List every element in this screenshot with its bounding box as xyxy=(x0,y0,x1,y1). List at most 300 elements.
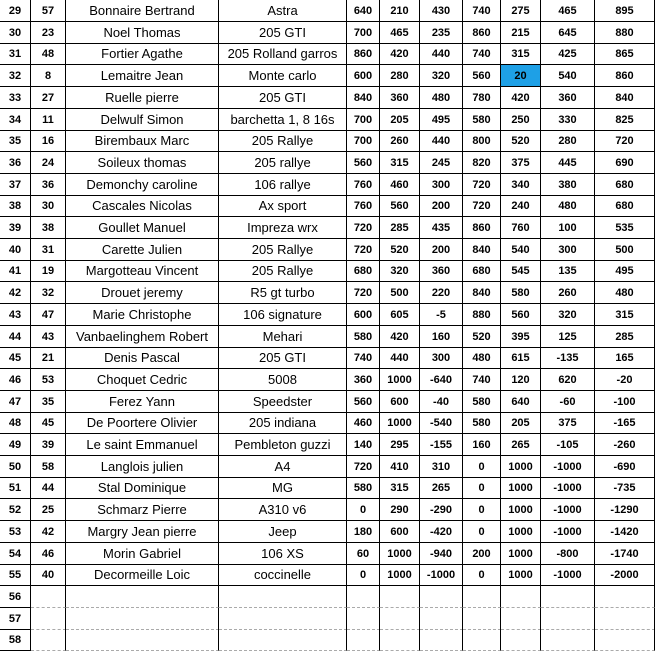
value-cell-1[interactable]: 720 xyxy=(347,239,380,261)
value-cell-4[interactable]: 880 xyxy=(463,304,501,326)
value-cell-4[interactable]: 0 xyxy=(463,477,501,499)
selected-cell[interactable]: 20 xyxy=(501,65,541,87)
driver-name-cell[interactable]: Goullet Manuel xyxy=(66,217,219,239)
value-cell-1[interactable]: 700 xyxy=(347,130,380,152)
row-header[interactable]: 38 xyxy=(0,195,31,217)
driver-name-cell[interactable]: Marie Christophe xyxy=(66,304,219,326)
driver-number-cell[interactable]: 21 xyxy=(31,347,66,369)
row-header[interactable]: 34 xyxy=(0,109,31,131)
value-cell-6[interactable]: -1000 xyxy=(541,456,595,478)
driver-number-cell[interactable]: 43 xyxy=(31,326,66,348)
value-cell-6[interactable]: 260 xyxy=(541,282,595,304)
driver-name-cell[interactable]: Demonchy caroline xyxy=(66,174,219,196)
value-cell-4[interactable]: 0 xyxy=(463,499,501,521)
value-cell-3[interactable]: 220 xyxy=(420,282,463,304)
value-cell-6[interactable]: -105 xyxy=(541,434,595,456)
value-cell-2[interactable]: 600 xyxy=(380,391,420,413)
car-model-cell[interactable]: 205 Rallye xyxy=(219,260,347,282)
value-cell-4[interactable] xyxy=(463,608,501,630)
value-cell-7[interactable]: 720 xyxy=(595,130,655,152)
value-cell-7[interactable]: 865 xyxy=(595,43,655,65)
value-cell-1[interactable]: 180 xyxy=(347,521,380,543)
row-header[interactable]: 31 xyxy=(0,43,31,65)
value-cell-5[interactable]: 265 xyxy=(501,434,541,456)
value-cell-5[interactable]: 240 xyxy=(501,195,541,217)
driver-name-cell[interactable]: Birembaux Marc xyxy=(66,130,219,152)
value-cell-3[interactable]: 440 xyxy=(420,130,463,152)
value-cell-7[interactable]: 535 xyxy=(595,217,655,239)
value-cell-6[interactable] xyxy=(541,608,595,630)
value-cell-6[interactable]: 100 xyxy=(541,217,595,239)
value-cell-5[interactable]: 520 xyxy=(501,130,541,152)
car-model-cell[interactable]: Monte carlo xyxy=(219,65,347,87)
value-cell-3[interactable]: 200 xyxy=(420,195,463,217)
value-cell-2[interactable]: 1000 xyxy=(380,543,420,565)
driver-name-cell[interactable]: Langlois julien xyxy=(66,456,219,478)
value-cell-7[interactable]: 690 xyxy=(595,152,655,174)
row-header[interactable]: 49 xyxy=(0,434,31,456)
driver-number-cell[interactable]: 24 xyxy=(31,152,66,174)
value-cell-4[interactable]: 840 xyxy=(463,282,501,304)
value-cell-7[interactable]: -1420 xyxy=(595,521,655,543)
value-cell-1[interactable]: 560 xyxy=(347,152,380,174)
value-cell-5[interactable]: 615 xyxy=(501,347,541,369)
driver-name-cell[interactable]: Noel Thomas xyxy=(66,22,219,44)
driver-name-cell[interactable]: Soileux thomas xyxy=(66,152,219,174)
value-cell-3[interactable] xyxy=(420,608,463,630)
value-cell-6[interactable]: 375 xyxy=(541,412,595,434)
value-cell-5[interactable]: 1000 xyxy=(501,521,541,543)
value-cell-6[interactable]: 425 xyxy=(541,43,595,65)
row-header[interactable]: 40 xyxy=(0,239,31,261)
row-header[interactable]: 51 xyxy=(0,477,31,499)
driver-name-cell[interactable]: Margotteau Vincent xyxy=(66,260,219,282)
value-cell-3[interactable] xyxy=(420,629,463,651)
value-cell-7[interactable]: -260 xyxy=(595,434,655,456)
car-model-cell[interactable]: Impreza wrx xyxy=(219,217,347,239)
value-cell-5[interactable]: 120 xyxy=(501,369,541,391)
value-cell-6[interactable]: 280 xyxy=(541,130,595,152)
row-header[interactable]: 47 xyxy=(0,391,31,413)
value-cell-3[interactable]: 495 xyxy=(420,109,463,131)
driver-number-cell[interactable]: 30 xyxy=(31,195,66,217)
driver-number-cell[interactable]: 57 xyxy=(31,0,66,22)
value-cell-3[interactable]: 360 xyxy=(420,260,463,282)
value-cell-4[interactable]: 580 xyxy=(463,391,501,413)
value-cell-6[interactable]: 465 xyxy=(541,0,595,22)
value-cell-6[interactable]: 360 xyxy=(541,87,595,109)
value-cell-7[interactable]: -2000 xyxy=(595,564,655,586)
driver-number-cell[interactable]: 40 xyxy=(31,564,66,586)
value-cell-4[interactable]: 560 xyxy=(463,65,501,87)
value-cell-7[interactable]: -690 xyxy=(595,456,655,478)
value-cell-1[interactable]: 720 xyxy=(347,217,380,239)
car-model-cell[interactable]: 205 GTI xyxy=(219,87,347,109)
car-model-cell[interactable]: 205 GTI xyxy=(219,22,347,44)
row-header[interactable]: 56 xyxy=(0,586,31,608)
value-cell-1[interactable]: 700 xyxy=(347,22,380,44)
value-cell-1[interactable]: 580 xyxy=(347,477,380,499)
car-model-cell[interactable] xyxy=(219,586,347,608)
value-cell-5[interactable]: 1000 xyxy=(501,564,541,586)
car-model-cell[interactable]: 205 GTI xyxy=(219,347,347,369)
driver-number-cell[interactable]: 45 xyxy=(31,412,66,434)
driver-number-cell[interactable] xyxy=(31,629,66,651)
value-cell-7[interactable]: 840 xyxy=(595,87,655,109)
driver-name-cell[interactable]: Cascales Nicolas xyxy=(66,195,219,217)
value-cell-6[interactable]: -1000 xyxy=(541,477,595,499)
value-cell-4[interactable] xyxy=(463,586,501,608)
driver-number-cell[interactable] xyxy=(31,586,66,608)
value-cell-5[interactable]: 215 xyxy=(501,22,541,44)
value-cell-2[interactable] xyxy=(380,586,420,608)
car-model-cell[interactable]: Mehari xyxy=(219,326,347,348)
value-cell-2[interactable]: 315 xyxy=(380,152,420,174)
value-cell-2[interactable]: 320 xyxy=(380,260,420,282)
value-cell-6[interactable]: -800 xyxy=(541,543,595,565)
driver-number-cell[interactable]: 16 xyxy=(31,130,66,152)
value-cell-7[interactable]: 860 xyxy=(595,65,655,87)
driver-name-cell[interactable]: Stal Dominique xyxy=(66,477,219,499)
value-cell-2[interactable]: 465 xyxy=(380,22,420,44)
driver-number-cell[interactable] xyxy=(31,608,66,630)
value-cell-6[interactable]: -1000 xyxy=(541,521,595,543)
row-header[interactable]: 29 xyxy=(0,0,31,22)
value-cell-7[interactable]: 880 xyxy=(595,22,655,44)
driver-number-cell[interactable]: 47 xyxy=(31,304,66,326)
row-header[interactable]: 53 xyxy=(0,521,31,543)
value-cell-7[interactable]: 480 xyxy=(595,282,655,304)
car-model-cell[interactable]: 106 rallye xyxy=(219,174,347,196)
value-cell-5[interactable]: 560 xyxy=(501,304,541,326)
value-cell-1[interactable]: 460 xyxy=(347,412,380,434)
value-cell-7[interactable]: 680 xyxy=(595,195,655,217)
value-cell-3[interactable]: 300 xyxy=(420,174,463,196)
value-cell-5[interactable]: 340 xyxy=(501,174,541,196)
value-cell-1[interactable] xyxy=(347,629,380,651)
value-cell-4[interactable]: 780 xyxy=(463,87,501,109)
driver-name-cell[interactable]: Drouet jeremy xyxy=(66,282,219,304)
value-cell-7[interactable]: 315 xyxy=(595,304,655,326)
driver-name-cell[interactable]: Schmarz Pierre xyxy=(66,499,219,521)
value-cell-4[interactable]: 720 xyxy=(463,174,501,196)
value-cell-3[interactable]: 310 xyxy=(420,456,463,478)
driver-name-cell[interactable]: Lemaitre Jean xyxy=(66,65,219,87)
value-cell-3[interactable]: 245 xyxy=(420,152,463,174)
value-cell-6[interactable]: 330 xyxy=(541,109,595,131)
value-cell-7[interactable]: -1290 xyxy=(595,499,655,521)
value-cell-4[interactable]: 740 xyxy=(463,43,501,65)
driver-number-cell[interactable]: 31 xyxy=(31,239,66,261)
row-header[interactable]: 32 xyxy=(0,65,31,87)
value-cell-6[interactable]: -135 xyxy=(541,347,595,369)
value-cell-3[interactable] xyxy=(420,586,463,608)
row-header[interactable]: 57 xyxy=(0,608,31,630)
driver-name-cell[interactable] xyxy=(66,608,219,630)
value-cell-3[interactable]: -1000 xyxy=(420,564,463,586)
value-cell-2[interactable]: 600 xyxy=(380,521,420,543)
value-cell-2[interactable]: 1000 xyxy=(380,564,420,586)
value-cell-3[interactable]: 200 xyxy=(420,239,463,261)
driver-name-cell[interactable]: Ruelle pierre xyxy=(66,87,219,109)
value-cell-5[interactable]: 250 xyxy=(501,109,541,131)
car-model-cell[interactable]: 205 Rallye xyxy=(219,239,347,261)
value-cell-2[interactable]: 605 xyxy=(380,304,420,326)
driver-name-cell[interactable]: Bonnaire Bertrand xyxy=(66,0,219,22)
value-cell-3[interactable]: 160 xyxy=(420,326,463,348)
value-cell-3[interactable]: -40 xyxy=(420,391,463,413)
value-cell-1[interactable] xyxy=(347,608,380,630)
value-cell-7[interactable]: -20 xyxy=(595,369,655,391)
value-cell-6[interactable]: -60 xyxy=(541,391,595,413)
driver-number-cell[interactable]: 11 xyxy=(31,109,66,131)
row-header[interactable]: 54 xyxy=(0,543,31,565)
value-cell-4[interactable]: 520 xyxy=(463,326,501,348)
value-cell-1[interactable]: 860 xyxy=(347,43,380,65)
value-cell-7[interactable]: 895 xyxy=(595,0,655,22)
value-cell-1[interactable]: 140 xyxy=(347,434,380,456)
car-model-cell[interactable]: A310 v6 xyxy=(219,499,347,521)
value-cell-3[interactable]: 265 xyxy=(420,477,463,499)
value-cell-4[interactable]: 740 xyxy=(463,0,501,22)
value-cell-2[interactable]: 205 xyxy=(380,109,420,131)
value-cell-5[interactable] xyxy=(501,608,541,630)
value-cell-1[interactable]: 700 xyxy=(347,109,380,131)
row-header[interactable]: 41 xyxy=(0,260,31,282)
value-cell-1[interactable] xyxy=(347,586,380,608)
value-cell-2[interactable]: 210 xyxy=(380,0,420,22)
value-cell-2[interactable]: 410 xyxy=(380,456,420,478)
row-header[interactable]: 45 xyxy=(0,347,31,369)
driver-name-cell[interactable]: Ferez Yann xyxy=(66,391,219,413)
value-cell-7[interactable]: 680 xyxy=(595,174,655,196)
value-cell-3[interactable]: 235 xyxy=(420,22,463,44)
driver-name-cell[interactable]: Decormeille Loic xyxy=(66,564,219,586)
row-header[interactable]: 30 xyxy=(0,22,31,44)
value-cell-6[interactable]: 540 xyxy=(541,65,595,87)
value-cell-2[interactable]: 360 xyxy=(380,87,420,109)
value-cell-1[interactable]: 580 xyxy=(347,326,380,348)
value-cell-6[interactable]: 135 xyxy=(541,260,595,282)
driver-name-cell[interactable]: Denis Pascal xyxy=(66,347,219,369)
driver-number-cell[interactable]: 58 xyxy=(31,456,66,478)
value-cell-6[interactable]: 300 xyxy=(541,239,595,261)
value-cell-7[interactable]: 500 xyxy=(595,239,655,261)
car-model-cell[interactable]: 106 signature xyxy=(219,304,347,326)
value-cell-2[interactable]: 520 xyxy=(380,239,420,261)
row-header[interactable]: 33 xyxy=(0,87,31,109)
value-cell-7[interactable]: -735 xyxy=(595,477,655,499)
value-cell-1[interactable]: 720 xyxy=(347,456,380,478)
value-cell-7[interactable]: 285 xyxy=(595,326,655,348)
value-cell-7[interactable] xyxy=(595,586,655,608)
row-header[interactable]: 39 xyxy=(0,217,31,239)
car-model-cell[interactable] xyxy=(219,608,347,630)
driver-number-cell[interactable]: 48 xyxy=(31,43,66,65)
value-cell-4[interactable]: 820 xyxy=(463,152,501,174)
value-cell-6[interactable]: 125 xyxy=(541,326,595,348)
value-cell-3[interactable]: -420 xyxy=(420,521,463,543)
driver-number-cell[interactable]: 42 xyxy=(31,521,66,543)
value-cell-4[interactable]: 580 xyxy=(463,412,501,434)
driver-number-cell[interactable]: 38 xyxy=(31,217,66,239)
driver-name-cell[interactable] xyxy=(66,586,219,608)
value-cell-4[interactable]: 800 xyxy=(463,130,501,152)
value-cell-2[interactable]: 315 xyxy=(380,477,420,499)
value-cell-6[interactable]: -1000 xyxy=(541,499,595,521)
driver-number-cell[interactable]: 36 xyxy=(31,174,66,196)
driver-number-cell[interactable]: 27 xyxy=(31,87,66,109)
driver-name-cell[interactable]: Delwulf Simon xyxy=(66,109,219,131)
driver-number-cell[interactable]: 44 xyxy=(31,477,66,499)
value-cell-3[interactable]: -290 xyxy=(420,499,463,521)
car-model-cell[interactable] xyxy=(219,629,347,651)
value-cell-6[interactable]: -1000 xyxy=(541,564,595,586)
car-model-cell[interactable]: 106 XS xyxy=(219,543,347,565)
driver-name-cell[interactable]: De Poortere Olivier xyxy=(66,412,219,434)
value-cell-7[interactable]: -165 xyxy=(595,412,655,434)
value-cell-6[interactable]: 380 xyxy=(541,174,595,196)
value-cell-2[interactable]: 500 xyxy=(380,282,420,304)
value-cell-4[interactable]: 200 xyxy=(463,543,501,565)
value-cell-1[interactable]: 840 xyxy=(347,87,380,109)
value-cell-3[interactable]: 320 xyxy=(420,65,463,87)
value-cell-2[interactable]: 560 xyxy=(380,195,420,217)
value-cell-2[interactable]: 460 xyxy=(380,174,420,196)
driver-number-cell[interactable]: 32 xyxy=(31,282,66,304)
value-cell-4[interactable]: 740 xyxy=(463,369,501,391)
value-cell-1[interactable]: 640 xyxy=(347,0,380,22)
value-cell-5[interactable]: 420 xyxy=(501,87,541,109)
value-cell-1[interactable]: 560 xyxy=(347,391,380,413)
row-header[interactable]: 55 xyxy=(0,564,31,586)
value-cell-3[interactable]: -155 xyxy=(420,434,463,456)
value-cell-3[interactable]: -640 xyxy=(420,369,463,391)
value-cell-6[interactable]: 320 xyxy=(541,304,595,326)
value-cell-2[interactable]: 1000 xyxy=(380,369,420,391)
value-cell-1[interactable]: 360 xyxy=(347,369,380,391)
car-model-cell[interactable]: MG xyxy=(219,477,347,499)
value-cell-7[interactable]: 825 xyxy=(595,109,655,131)
car-model-cell[interactable]: Pembleton guzzi xyxy=(219,434,347,456)
value-cell-4[interactable]: 0 xyxy=(463,564,501,586)
value-cell-6[interactable] xyxy=(541,629,595,651)
value-cell-5[interactable]: 1000 xyxy=(501,477,541,499)
value-cell-4[interactable]: 480 xyxy=(463,347,501,369)
value-cell-4[interactable]: 0 xyxy=(463,456,501,478)
value-cell-2[interactable]: 440 xyxy=(380,347,420,369)
driver-name-cell[interactable]: Morin Gabriel xyxy=(66,543,219,565)
value-cell-1[interactable]: 600 xyxy=(347,65,380,87)
driver-number-cell[interactable]: 46 xyxy=(31,543,66,565)
value-cell-3[interactable]: 430 xyxy=(420,0,463,22)
value-cell-5[interactable]: 580 xyxy=(501,282,541,304)
row-header[interactable]: 43 xyxy=(0,304,31,326)
value-cell-5[interactable]: 315 xyxy=(501,43,541,65)
value-cell-7[interactable]: 495 xyxy=(595,260,655,282)
value-cell-3[interactable]: 440 xyxy=(420,43,463,65)
value-cell-5[interactable]: 640 xyxy=(501,391,541,413)
value-cell-1[interactable]: 680 xyxy=(347,260,380,282)
value-cell-3[interactable]: 435 xyxy=(420,217,463,239)
value-cell-2[interactable]: 420 xyxy=(380,326,420,348)
driver-name-cell[interactable]: Vanbaelinghem Robert xyxy=(66,326,219,348)
value-cell-7[interactable]: -1740 xyxy=(595,543,655,565)
row-header[interactable]: 37 xyxy=(0,174,31,196)
value-cell-5[interactable]: 375 xyxy=(501,152,541,174)
row-header[interactable]: 36 xyxy=(0,152,31,174)
driver-number-cell[interactable]: 39 xyxy=(31,434,66,456)
car-model-cell[interactable]: 5008 xyxy=(219,369,347,391)
driver-name-cell[interactable] xyxy=(66,629,219,651)
value-cell-2[interactable]: 1000 xyxy=(380,412,420,434)
value-cell-5[interactable]: 540 xyxy=(501,239,541,261)
driver-name-cell[interactable]: Carette Julien xyxy=(66,239,219,261)
value-cell-7[interactable]: -100 xyxy=(595,391,655,413)
value-cell-4[interactable]: 720 xyxy=(463,195,501,217)
row-header[interactable]: 50 xyxy=(0,456,31,478)
driver-number-cell[interactable]: 23 xyxy=(31,22,66,44)
row-header[interactable]: 48 xyxy=(0,412,31,434)
value-cell-2[interactable]: 280 xyxy=(380,65,420,87)
value-cell-3[interactable]: -940 xyxy=(420,543,463,565)
row-header[interactable]: 42 xyxy=(0,282,31,304)
value-cell-7[interactable] xyxy=(595,608,655,630)
value-cell-6[interactable]: 480 xyxy=(541,195,595,217)
value-cell-6[interactable]: 445 xyxy=(541,152,595,174)
driver-number-cell[interactable]: 19 xyxy=(31,260,66,282)
driver-name-cell[interactable]: Le saint Emmanuel xyxy=(66,434,219,456)
value-cell-1[interactable]: 760 xyxy=(347,195,380,217)
value-cell-2[interactable]: 260 xyxy=(380,130,420,152)
value-cell-3[interactable]: -540 xyxy=(420,412,463,434)
value-cell-4[interactable]: 0 xyxy=(463,521,501,543)
car-model-cell[interactable]: Ax sport xyxy=(219,195,347,217)
value-cell-4[interactable]: 580 xyxy=(463,109,501,131)
driver-name-cell[interactable]: Fortier Agathe xyxy=(66,43,219,65)
value-cell-2[interactable] xyxy=(380,608,420,630)
value-cell-2[interactable]: 420 xyxy=(380,43,420,65)
car-model-cell[interactable]: 205 indiana xyxy=(219,412,347,434)
value-cell-1[interactable]: 720 xyxy=(347,282,380,304)
value-cell-5[interactable]: 395 xyxy=(501,326,541,348)
value-cell-6[interactable]: 645 xyxy=(541,22,595,44)
value-cell-3[interactable]: -5 xyxy=(420,304,463,326)
value-cell-5[interactable]: 205 xyxy=(501,412,541,434)
row-header[interactable]: 52 xyxy=(0,499,31,521)
value-cell-5[interactable] xyxy=(501,629,541,651)
value-cell-2[interactable]: 295 xyxy=(380,434,420,456)
car-model-cell[interactable]: A4 xyxy=(219,456,347,478)
row-header[interactable]: 35 xyxy=(0,130,31,152)
car-model-cell[interactable]: Astra xyxy=(219,0,347,22)
value-cell-1[interactable]: 0 xyxy=(347,564,380,586)
value-cell-1[interactable]: 740 xyxy=(347,347,380,369)
value-cell-6[interactable] xyxy=(541,586,595,608)
value-cell-6[interactable]: 620 xyxy=(541,369,595,391)
value-cell-5[interactable]: 545 xyxy=(501,260,541,282)
value-cell-1[interactable]: 60 xyxy=(347,543,380,565)
value-cell-5[interactable]: 760 xyxy=(501,217,541,239)
car-model-cell[interactable]: 205 Rolland garros xyxy=(219,43,347,65)
row-header[interactable]: 58 xyxy=(0,629,31,651)
value-cell-4[interactable] xyxy=(463,629,501,651)
value-cell-2[interactable]: 285 xyxy=(380,217,420,239)
car-model-cell[interactable]: 205 rallye xyxy=(219,152,347,174)
value-cell-5[interactable]: 1000 xyxy=(501,499,541,521)
row-header[interactable]: 46 xyxy=(0,369,31,391)
value-cell-3[interactable]: 300 xyxy=(420,347,463,369)
